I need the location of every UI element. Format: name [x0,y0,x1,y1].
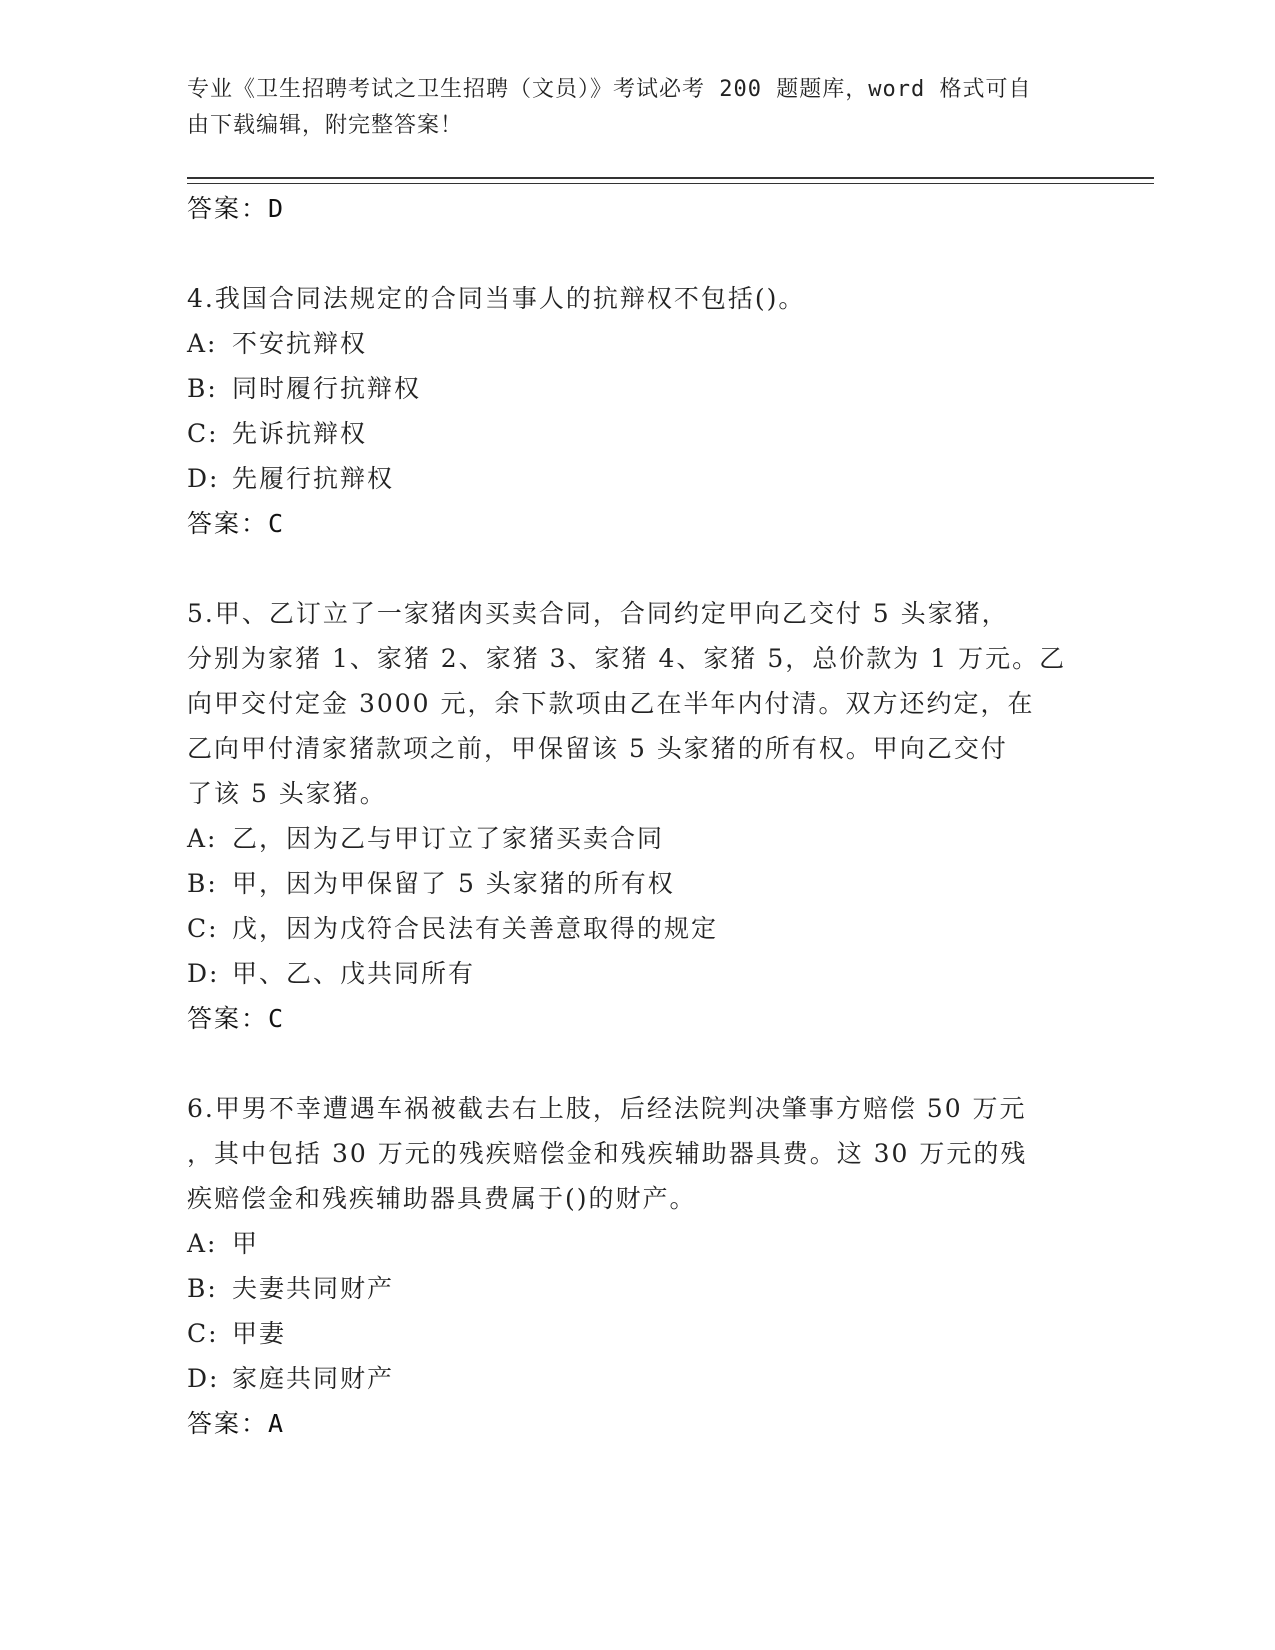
option-letter: A: [187,824,218,853]
answer-line: 答案：C [187,1004,286,1033]
option-letter: B: [187,1274,218,1303]
header-divider-thick [187,177,1154,179]
option-a [187,1221,1087,1266]
question-block [187,591,1087,1041]
option-text: 家庭共同财产 [232,1364,395,1393]
header-divider-thin [187,183,1154,184]
question-line: 5.甲、乙订立了一家猪肉买卖合同，合同约定甲向乙交付 5 头家猪， [187,599,1009,628]
option-c [187,906,1087,951]
option-letter: C: [187,1319,219,1348]
option-letter: D: [187,959,220,988]
question-line: 6.甲男不幸遭遇车祸被截去右上肢，后经法院判决肇事方赔偿 50 万元 [187,1094,1027,1123]
option-text: 甲 [232,1229,260,1258]
option-text: 乙，因为乙与甲订立了家猪买卖合同 [232,824,665,853]
option-d [187,1356,1087,1401]
question-line: 分别为家猪 1、家猪 2、家猪 3、家猪 4、家猪 5，总价款为 1 万元。乙 [187,644,1067,673]
header-line: 专业《卫生招聘考试之卫生招聘（文员）》考试必考 200 题题库，word 格式可自 [187,77,1032,102]
option-text: 先履行抗辩权 [232,464,395,493]
option-letter: A: [187,1229,218,1258]
question-line: 了该 5 头家猪。 [187,779,387,808]
question-text [187,591,1087,816]
option-text: 甲、乙、戊共同所有 [232,959,476,988]
option-letter: C: [187,419,219,448]
header-line: 由下载编辑，附完整答案！ [187,113,464,138]
option-letter: B: [187,374,218,403]
option-text: 不安抗辩权 [232,329,368,358]
document-header [187,72,1067,144]
option-text: 甲妻 [232,1319,287,1348]
option-b [187,1266,1087,1311]
option-text: 同时履行抗辩权 [232,374,422,403]
question-text [187,1086,1087,1221]
answer-line: 答案：D [187,194,286,223]
question-line: ，其中包括 30 万元的残疾赔偿金和残疾辅助器具费。这 30 万元的残 [187,1139,1028,1168]
question-list [187,186,1087,1446]
option-b [187,861,1087,906]
answer-line: 答案：C [187,509,286,538]
option-d [187,456,1087,501]
question-line: 4.我国合同法规定的合同当事人的抗辩权不包括()。 [187,284,806,313]
option-text: 先诉抗辩权 [232,419,368,448]
question-block [187,276,1087,546]
option-letter: D: [187,464,220,493]
option-a [187,816,1087,861]
question-text [187,276,1087,321]
option-c [187,1311,1087,1356]
answer-line: 答案：A [187,1409,286,1438]
option-a [187,321,1087,366]
option-c [187,411,1087,456]
option-letter: C: [187,914,219,943]
question-block [187,1086,1087,1446]
option-letter: B: [187,869,218,898]
option-b [187,366,1087,411]
question-line: 乙向甲付清家猪款项之前，甲保留该 5 头家猪的所有权。甲向乙交付 [187,734,1008,763]
option-text: 甲，因为甲保留了 5 头家猪的所有权 [232,869,675,898]
option-letter: D: [187,1364,220,1393]
option-d [187,951,1087,996]
option-letter: A: [187,329,218,358]
question-line: 疾赔偿金和残疾辅助器具费属于()的财产。 [187,1184,697,1213]
question-line: 向甲交付定金 3000 元，余下款项由乙在半年内付清。双方还约定，在 [187,689,1035,718]
option-text: 戊，因为戊符合民法有关善意取得的规定 [232,914,719,943]
option-text: 夫妻共同财产 [232,1274,395,1303]
